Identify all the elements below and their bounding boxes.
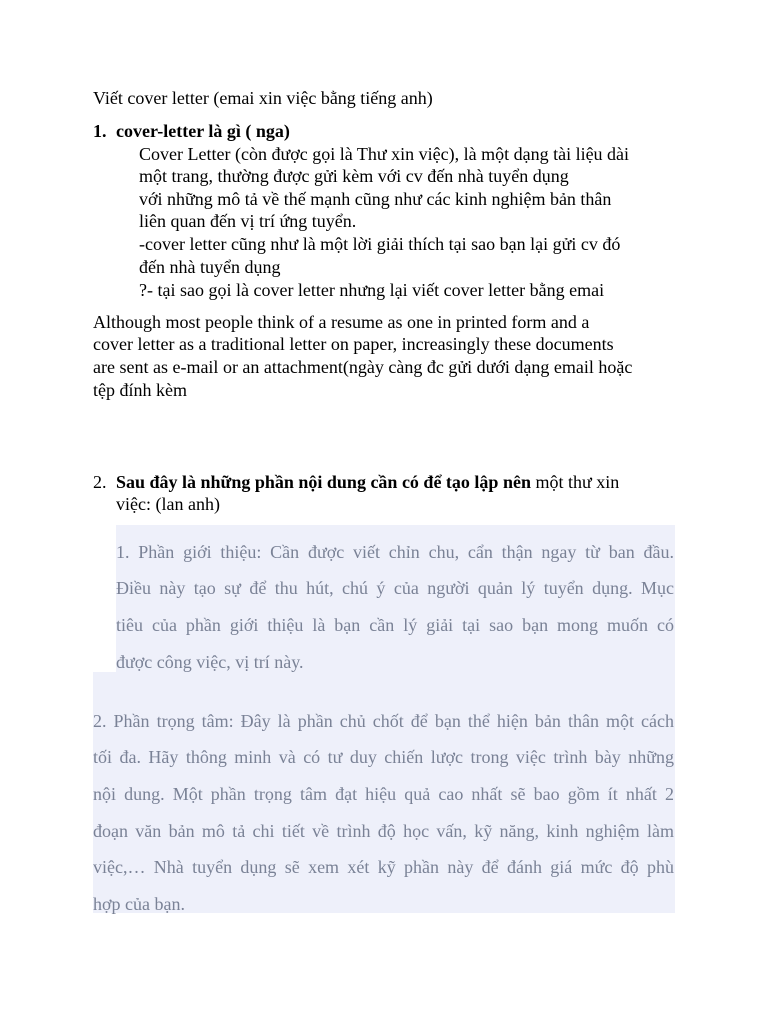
section1-line: -cover letter cũng như là một lời giải thích tại sao bạn lại gửi cv đó — [139, 234, 621, 254]
intro-line: 1. Phần giới thiệu: Cần được viết chỉn chu, cẩn thận ngay từ ban đầu. — [116, 542, 674, 562]
intro-line: Điều này tạo sự để thu hút, chú ý của người quản lý tuyển dụng. Mục — [116, 578, 674, 598]
section1-number: 1. — [93, 121, 107, 141]
core-line: hợp của bạn. — [93, 894, 185, 914]
english-paragraph-line: are sent as e-mail or an attachment(ngày càng đc gửi dưới dạng email hoặc — [93, 357, 633, 377]
core-line: 2. Phần trọng tâm: Đây là phần chủ chốt để bạn thể hiện bản thân một cách — [93, 711, 674, 731]
core-line: nội dung. Một phần trọng tâm đạt hiệu quả cao nhất sẽ bao gồm ít nhất 2 — [93, 784, 674, 804]
english-paragraph-line: cover letter as a traditional letter on paper, increasingly these documents — [93, 334, 614, 354]
intro-line: được công việc, vị trí này. — [116, 652, 304, 672]
core-line: việc,… Nhà tuyển dụng sẽ xem xét kỹ phần này để đánh giá mức độ phù — [93, 857, 674, 877]
section2-number: 2. — [93, 472, 107, 492]
core-line: tối đa. Hãy thông minh và có tư duy chiến lược trong việc trình bày những — [93, 747, 674, 767]
core-line: đoạn văn bản mô tả chi tiết về trình độ học vấn, kỹ năng, kinh nghiệm làm — [93, 821, 674, 841]
section2-heading-bold: Sau đây là những phần nội dung cần có để tạo lập nên — [116, 472, 531, 492]
section1-line: đến nhà tuyển dụng — [139, 257, 281, 277]
english-paragraph-line: tệp đính kèm — [93, 380, 187, 400]
section1-line: liên quan đến vị trí ứng tuyển. — [139, 211, 357, 231]
english-paragraph-line: Although most people think of a resume as one in printed form and a — [93, 312, 590, 332]
section1-line: với những mô tả về thế mạnh cũng như các kinh nghiệm bản thân — [139, 189, 612, 209]
section1-line: Cover Letter (còn được gọi là Thư xin việc), là một dạng tài liệu dài — [139, 144, 630, 164]
intro-line: tiêu của phần giới thiệu là bạn cần lý giải tại sao bạn mong muốn có — [116, 615, 674, 635]
document-title: Viết cover letter (emai xin việc bằng tiếng anh) — [93, 88, 433, 108]
section2-heading-rest: một thư xin — [530, 472, 620, 492]
section2-heading — [116, 471, 619, 493]
section1-line: ?- tại sao gọi là cover letter nhưng lại viết cover letter bằng emai — [139, 280, 605, 300]
section1-heading: cover-letter là gì ( nga) — [116, 121, 290, 141]
section1-line: một trang, thường được gửi kèm với cv đến nhà tuyển dụng — [139, 166, 569, 186]
section2-heading-line2: việc: (lan anh) — [116, 494, 220, 514]
